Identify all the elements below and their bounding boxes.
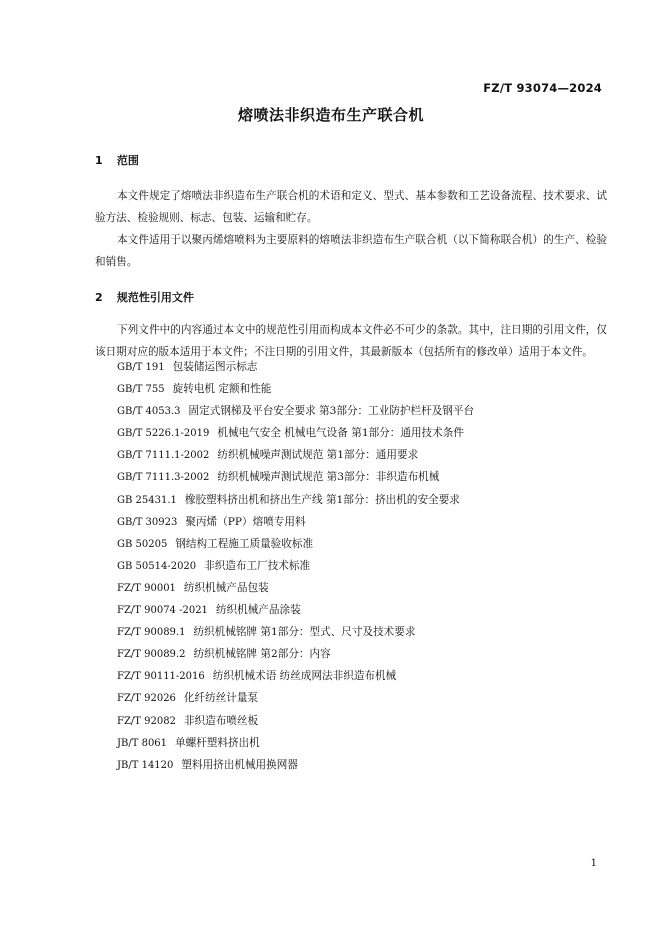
reference-item (117, 643, 474, 665)
reference-title: 钢结构工程施工质量验收标准 (175, 537, 314, 550)
reference-code: FZ/T 90089.1 (117, 627, 186, 639)
reference-item (117, 710, 474, 732)
reference-title: 纺织机械产品包装 (183, 581, 269, 594)
reference-title: 纺织机械噪声测试规范 第1部分：通用要求 (217, 449, 419, 462)
reference-item (117, 687, 474, 709)
reference-code: FZ/T 90089.2 (117, 649, 186, 661)
reference-item (117, 533, 474, 555)
reference-title: 纺织机械噪声测试规范 第3部分：非织造布机械 (217, 471, 440, 484)
reference-title: 橡胶塑料挤出机和挤出生产线 第1部分：挤出机的安全要求 (184, 493, 460, 506)
section-title: 范围 (116, 154, 139, 167)
reference-item (117, 422, 474, 444)
reference-code: JB/T 14120 (117, 759, 174, 771)
section-heading-scope (95, 152, 139, 168)
reference-code: GB/T 30923 (117, 516, 178, 528)
reference-code: FZ/T 92026 (117, 693, 176, 705)
reference-code: FZ/T 90074 -2021 (117, 605, 208, 617)
section-number: 1 (95, 154, 103, 167)
page-number: 1 (590, 858, 597, 869)
reference-title: 纺织机械铭牌 第2部分：内容 (193, 648, 331, 661)
reference-title: 聚丙烯（PP）熔喷专用料 (185, 515, 306, 528)
reference-title: 纺织机械铭牌 第1部分：型式、尺寸及技术要求 (193, 626, 416, 639)
reference-code: GB/T 755 (117, 384, 165, 396)
reference-item (117, 444, 474, 466)
reference-code: GB/T 7111.1-2002 (117, 450, 210, 462)
reference-item (117, 621, 474, 643)
reference-code: GB 50205 (117, 538, 168, 550)
scope-paragraph-1: 本文件规定了熔喷法非织造布生产联合机的术语和定义、型式、基本参数和工艺设备流程、技术要求、试验方法、检验规则、标志、包装、运输和贮存。 (95, 190, 607, 224)
reference-code: GB/T 191 (117, 362, 165, 373)
reference-code: GB/T 7111.3-2002 (117, 472, 210, 484)
reference-code: FZ/T 92082 (117, 715, 176, 727)
reference-item (117, 466, 474, 488)
section-number: 2 (95, 291, 103, 304)
reference-item (117, 754, 474, 776)
reference-title: 单螺杆塑料挤出机 (175, 736, 260, 749)
reference-code: GB 25431.1 (117, 494, 177, 506)
scope-paragraph-2: 本文件适用于以聚丙烯熔喷料为主要原料的熔喷法非织造布生产联合机（以下简称联合机）的生产、检验和销售。 (95, 234, 607, 268)
reference-title: 机械电气安全 机械电气设备 第1部分：通用技术条件 (217, 427, 464, 440)
reference-title: 化纤纺丝计量泵 (183, 692, 259, 705)
reference-title: 旋转电机 定额和性能 (172, 383, 272, 396)
reference-code: FZ/T 90001 (117, 582, 176, 594)
reference-item (117, 732, 474, 754)
reference-title: 非织造布喷丝板 (183, 714, 259, 727)
section-title: 规范性引用文件 (116, 291, 194, 304)
reference-item (117, 599, 474, 621)
reference-item (117, 356, 474, 378)
reference-title: 非织造布工厂技术标准 (204, 559, 311, 572)
reference-item (117, 665, 474, 687)
reference-code: FZ/T 90111-2016 (117, 671, 205, 683)
reference-title: 纺织机械产品涂装 (215, 604, 301, 617)
document-title: 熔喷法非织造布生产联合机 (237, 106, 424, 124)
reference-code: JB/T 8061 (117, 737, 168, 749)
reference-code: GB/T 5226.1-2019 (117, 428, 210, 440)
reference-title: 包装储运图示标志 (172, 361, 258, 373)
reference-list (117, 356, 474, 776)
reference-title: 固定式钢梯及平台安全要求 第3部分：工业防护栏杆及钢平台 (188, 405, 475, 418)
reference-code: GB/T 4053.3 (117, 406, 181, 418)
section-heading-normative-references (95, 289, 194, 305)
reference-item (117, 489, 474, 511)
reference-item (117, 577, 474, 599)
references-intro-paragraph: 下列文件中的内容通过本文中的规范性引用而构成本文件必不可少的条款。其中，注日期的引用文件，仅该日期对应的版本适用于本文件；不注日期的引用文件，其最新版本（包括所有的修改单）适用于本文件。 (95, 324, 607, 358)
reference-title: 塑料用挤出机械用换网器 (181, 758, 298, 771)
reference-item (117, 555, 474, 577)
reference-item (117, 378, 474, 400)
reference-item (117, 400, 474, 422)
document-number: FZ/T 93074—2024 (483, 81, 602, 95)
reference-item (117, 511, 474, 533)
reference-title: 纺织机械术语 纺丝成网法非织造布机械 (212, 670, 397, 683)
reference-code: GB 50514-2020 (117, 560, 197, 572)
